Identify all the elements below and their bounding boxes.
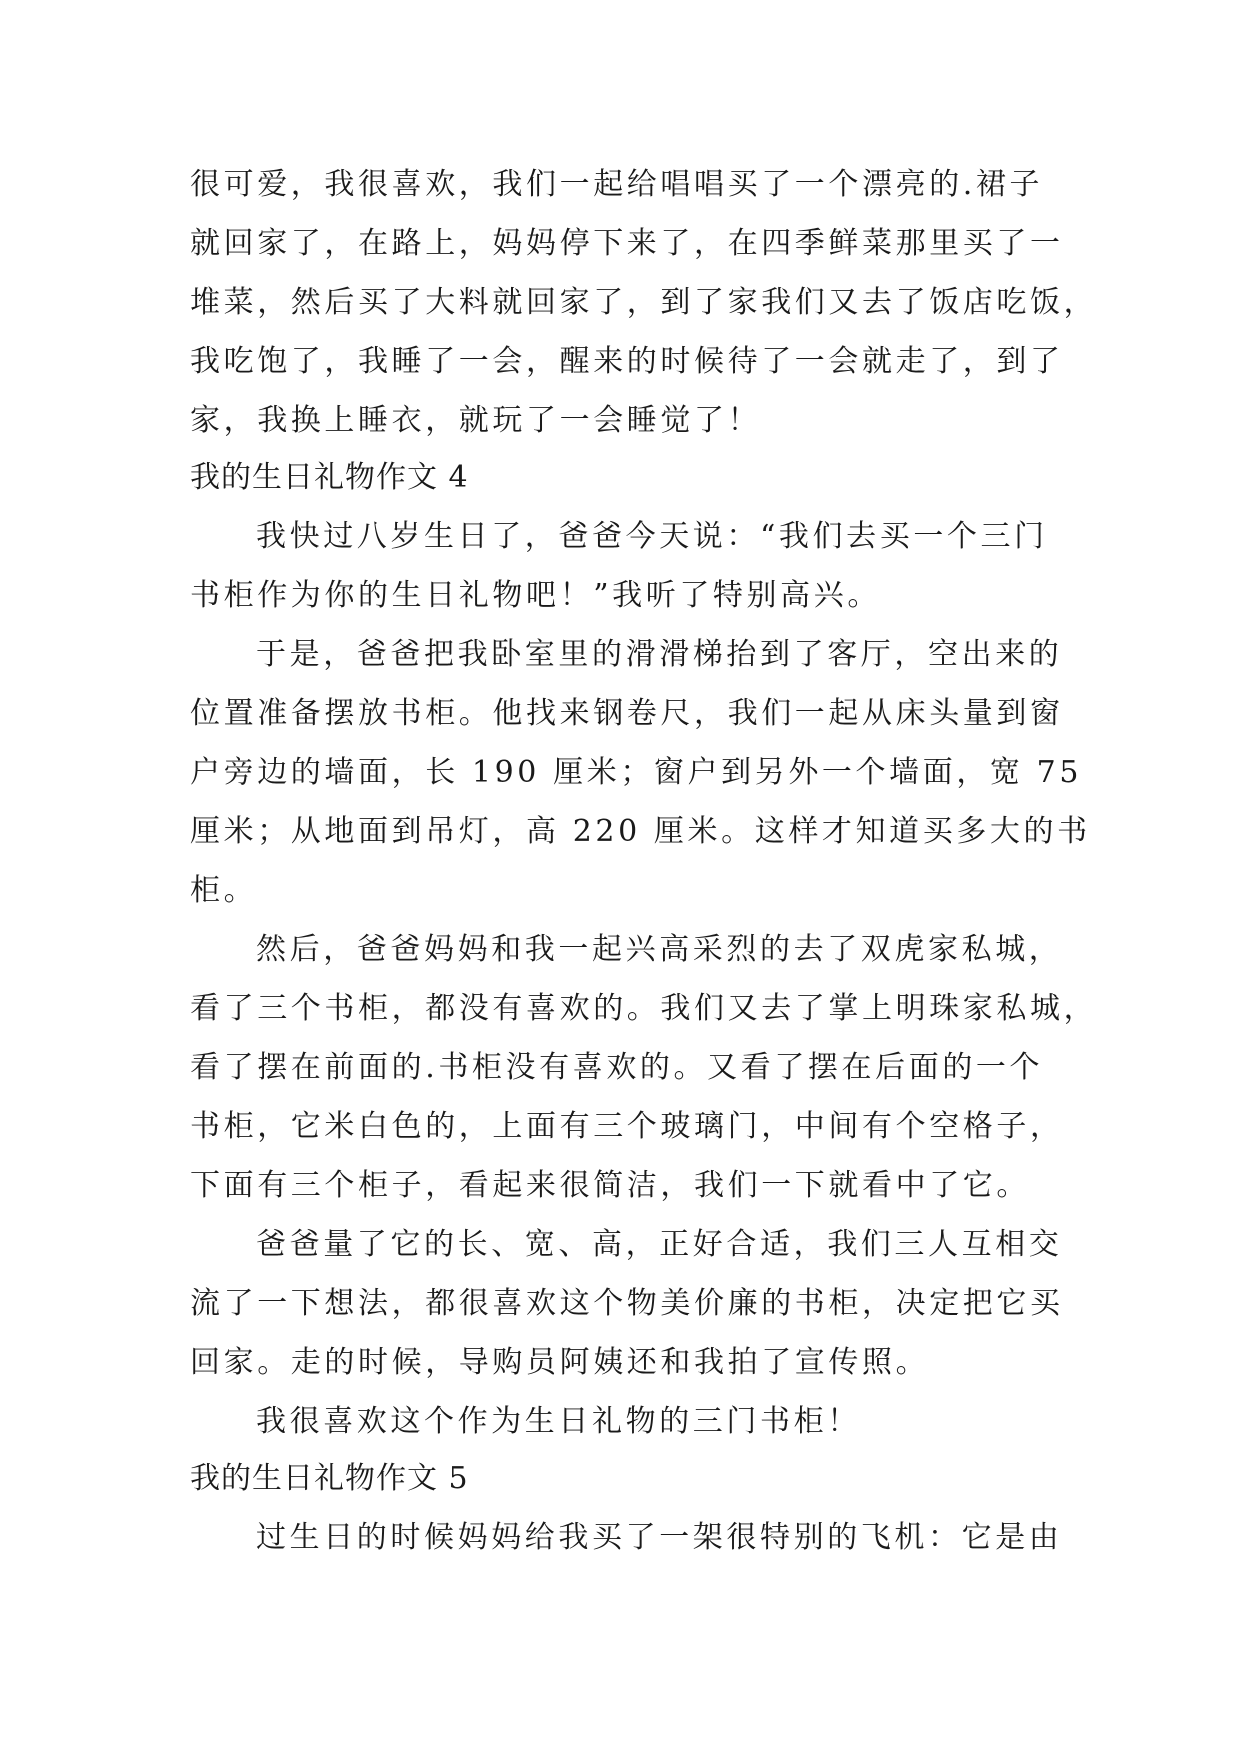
paragraph-line: 我快过八岁生日了，爸爸今天说：“我们去买一个三门 <box>256 519 1048 554</box>
paragraph-line: 书柜作为你的生日礼物吧！”我听了特别高兴。 <box>190 578 881 613</box>
paragraph-line: 就回家了，在路上，妈妈停下来了，在四季鲜菜那里买了一 <box>190 226 1064 261</box>
paragraph-line: 柜。 <box>190 873 258 908</box>
paragraph-line: 堆菜，然后买了大料就回家了，到了家我们又去了饭店吃饭， <box>190 285 1098 320</box>
paragraph-line: 过生日的时候妈妈给我买了一架很特别的飞机：它是由 <box>256 1520 1063 1555</box>
paragraph-line: 看了三个书柜，都没有喜欢的。我们又去了掌上明珠家私城， <box>190 991 1098 1026</box>
paragraph-line: 回家。走的时候，导购员阿姨还和我拍了宣传照。 <box>190 1345 930 1380</box>
paragraph-line: 我吃饱了，我睡了一会，醒来的时候待了一会就走了，到了 <box>190 344 1064 379</box>
paragraph-line: 于是，爸爸把我卧室里的滑滑梯抬到了客厅，空出来的 <box>256 637 1063 672</box>
paragraph-line: 流了一下想法，都很喜欢这个物美价廉的书柜，决定把它买 <box>190 1286 1064 1321</box>
paragraph-line: 然后，爸爸妈妈和我一起兴高采烈的去了双虎家私城， <box>256 932 1063 967</box>
paragraph-line: 厘米；从地面到吊灯，高 220 厘米。这样才知道买多大的书 <box>190 814 1091 849</box>
paragraph-line: 很可爱，我很喜欢，我们一起给唱唱买了一个漂亮的.裙子 <box>190 167 1044 202</box>
paragraph-line: 下面有三个柜子，看起来很简洁，我们一下就看中了它。 <box>190 1168 1030 1203</box>
paragraph-line: 位置准备摆放书柜。他找来钢卷尺，我们一起从床头量到窗 <box>190 696 1064 731</box>
section-heading: 我的生日礼物作文 4 <box>190 460 469 495</box>
section-heading: 我的生日礼物作文 5 <box>190 1461 469 1496</box>
paragraph-line: 我很喜欢这个作为生日礼物的三门书柜！ <box>256 1404 861 1439</box>
paragraph-line: 书柜，它米白色的，上面有三个玻璃门，中间有个空格子， <box>190 1109 1064 1144</box>
paragraph-line: 户旁边的墙面，长 190 厘米；窗户到另外一个墙面，宽 75 <box>190 755 1083 790</box>
paragraph-line: 爸爸量了它的长、宽、高，正好合适，我们三人互相交 <box>256 1227 1063 1262</box>
paragraph-line: 家，我换上睡衣，就玩了一会睡觉了！ <box>190 403 762 438</box>
paragraph-line: 看了摆在前面的.书柜没有喜欢的。又看了摆在后面的一个 <box>190 1050 1044 1085</box>
